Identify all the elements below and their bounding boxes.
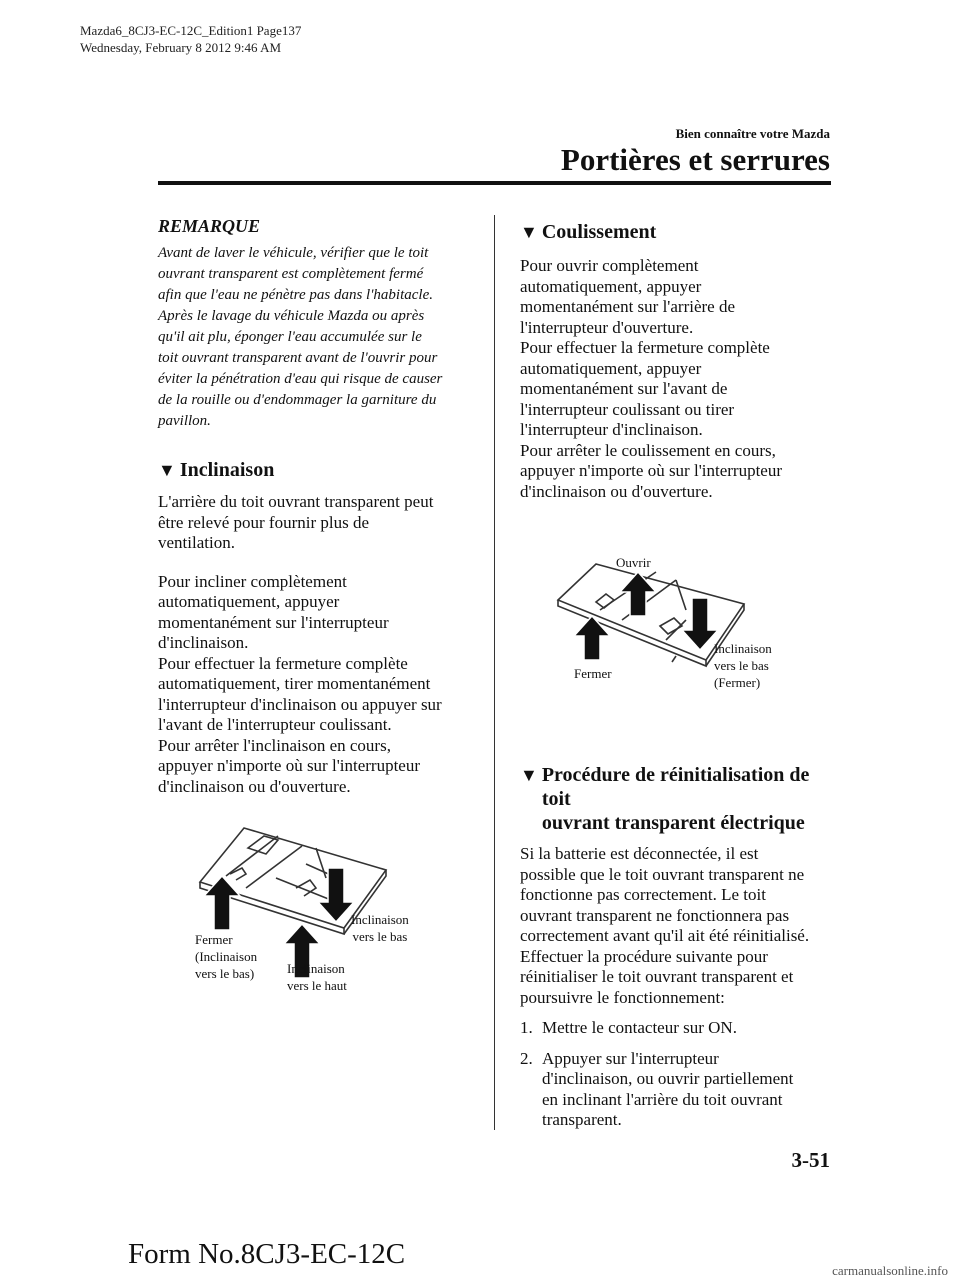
header-rule [158, 181, 831, 185]
inclinaison-para2-line: l'avant de l'interrupteur coulissant. [158, 715, 392, 734]
remarque-line: de la rouille ou d'endommager la garniture du [158, 392, 437, 408]
label-line: Fermer [195, 932, 233, 947]
inclinaison-para2-line: d'inclinaison. [158, 633, 249, 652]
reinit-para-line: poursuivre le fonctionnement: [520, 987, 725, 1007]
coulissement-para-line: Pour arrêter le coulissement en cours, [520, 440, 776, 460]
print-metadata [80, 22, 301, 56]
reinit-step-2 [520, 1049, 840, 1131]
right-column [520, 220, 835, 502]
step-number: 1. [520, 1018, 533, 1037]
reinit-para-line: fonctionne pas correctement. Le toit [520, 885, 766, 904]
remarque-line: qu'il ait plu, éponger l'eau accumulée sur le [158, 329, 422, 345]
inclinaison-para1-line: être relevé pour fournir plus de [158, 512, 369, 532]
remarque-line: afin que l'eau ne pénètre pas dans l'habitacle. [158, 287, 433, 303]
step-text [542, 1049, 793, 1131]
coulissement-para-line: l'interrupteur coulissant ou tirer [520, 399, 735, 419]
inclinaison-heading-text: Inclinaison [179, 459, 275, 481]
page-number: 3-51 [791, 1148, 830, 1172]
coulissement-para-line: Pour ouvrir complètement [520, 256, 699, 275]
inclinaison-para2-line: automatiquement, tirer momentanément [158, 674, 431, 693]
inclinaison-para1-line: L'arrière du toit ouvrant transparent peut [158, 492, 434, 511]
remarque-line: Après le lavage du véhicule Mazda ou après [158, 308, 425, 324]
inclinaison-para2-line: Pour effectuer la fermeture complète [158, 653, 408, 673]
step-line: d'inclinaison, ou ouvrir partiellement [542, 1069, 794, 1088]
print-metadata-line1: Mazda6_8CJ3-EC-12C_Edition1 Page137 [80, 23, 302, 38]
inclinaison-para2-line: automatiquement, appuyer [158, 592, 340, 611]
label-line: (Inclinaison [195, 949, 258, 964]
column-divider [494, 215, 495, 1130]
figure-label-inclinaison-bas-fermer [714, 640, 772, 691]
triangle-marker-icon: ▼ [520, 765, 538, 785]
form-number: Form No.8CJ3-EC-12C [128, 1238, 406, 1270]
remarque-line: ouvrant transparent est complètement fermé [158, 266, 424, 282]
coulissement-para-line: d'inclinaison ou d'ouverture. [520, 481, 713, 501]
reinit-para-line: possible que le toit ouvrant transparent ne [520, 864, 805, 884]
reinit-para-line: ouvrant transparent ne fonctionnera pas [520, 905, 790, 925]
inclinaison-para2-line: Pour incliner complètement [158, 571, 347, 591]
inclinaison-para2-line: momentanément sur l'interrupteur [158, 612, 389, 632]
page-title: Portières et serrures [560, 142, 830, 177]
reinit-para-line: correctement avant qu'il ait été réinitialisé. [520, 926, 810, 945]
coulissement-heading-text: Coulissement [541, 221, 657, 243]
remarque-line: éviter la pénétration d'eau qui risque de causer [158, 371, 443, 387]
arrow-up-icon [574, 616, 610, 660]
coulissement-para-line: momentanément sur l'arrière de [520, 297, 735, 316]
remarque-line: toit ouvrant transparent avant de l'ouvrir pour [158, 350, 438, 366]
step-line: en inclinant l'arrière du toit ouvrant [542, 1089, 783, 1109]
step-line: transparent. [542, 1110, 622, 1129]
figure-label-ouvrir: Ouvrir [616, 555, 651, 570]
label-line: vers le bas [352, 929, 408, 944]
coulissement-para-line: l'interrupteur d'inclinaison. [520, 420, 703, 439]
reinit-section [520, 763, 840, 1131]
figure-label-inclinaison-haut [287, 960, 347, 994]
coulissement-para-line: l'interrupteur d'ouverture. [520, 317, 694, 337]
inclinaison-para2-line: appuyer n'importe où sur l'interrupteur [158, 756, 420, 775]
coulissement-para-line: appuyer n'importe où sur l'interrupteur [520, 461, 782, 480]
remarque-line: Avant de laver le véhicule, vérifier que le toit [158, 245, 429, 261]
label-line: vers le bas) [195, 966, 255, 981]
left-column [158, 216, 478, 797]
coulissement-heading [520, 220, 835, 244]
label-line: vers le bas [714, 658, 769, 673]
watermark: carmanualsonline.info [832, 1263, 948, 1278]
chapter-title: Bien connaître votre Mazda [675, 126, 830, 141]
label-line: Inclinaison [351, 912, 409, 927]
reinit-para-line: Si la batterie est déconnectée, il est [520, 844, 759, 863]
triangle-marker-icon: ▼ [520, 222, 538, 242]
remarque-heading: REMARQUE [158, 216, 261, 236]
figure-label-fermer [195, 931, 257, 982]
inclinaison-heading [158, 458, 478, 482]
coulissement-para-line: automatiquement, appuyer [520, 358, 702, 378]
print-metadata-line2: Wednesday, February 8 2012 9:46 AM [80, 40, 282, 55]
reinit-heading-text [542, 763, 840, 835]
reinit-para-line: réinitialiser le toit ouvrant transparent et [520, 967, 794, 986]
figure-label-fermer-2: Fermer [574, 666, 612, 681]
reinit-step-1 [520, 1018, 840, 1039]
inclinaison-para1-line: ventilation. [158, 533, 235, 552]
inclinaison-para2-line: Pour arrêter l'inclinaison en cours, [158, 735, 391, 755]
coulissement-para-line: automatiquement, appuyer [520, 276, 702, 296]
coulissement-para-line: Pour effectuer la fermeture complète [520, 338, 770, 357]
figure-label-inclinaison-bas [351, 911, 409, 945]
remarque-line: pavillon. [158, 413, 211, 429]
reinit-heading-line: Procédure de réinitialisation de toit [541, 764, 810, 810]
step-line: Appuyer sur l'interrupteur [542, 1048, 719, 1068]
reinit-heading [520, 763, 840, 835]
inclinaison-para2-line: l'interrupteur d'inclinaison ou appuyer sur [158, 694, 442, 714]
inclinaison-para2-line: d'inclinaison ou d'ouverture. [158, 776, 351, 796]
remarque-note [158, 216, 478, 432]
reinit-para-line: Effectuer la procédure suivante pour [520, 946, 768, 966]
reinit-heading-line: ouvrant transparent électrique [541, 812, 805, 834]
triangle-marker-icon: ▼ [158, 460, 176, 480]
label-line: (Fermer) [714, 675, 761, 690]
coulissement-para-line: momentanément sur l'avant de [520, 379, 728, 398]
label-line: vers le haut [287, 978, 347, 993]
step-text: Mettre le contacteur sur ON. [542, 1018, 737, 1037]
step-number: 2. [520, 1048, 533, 1068]
label-line: Inclinaison [714, 641, 772, 656]
label-line: Inclinaison [287, 961, 345, 976]
